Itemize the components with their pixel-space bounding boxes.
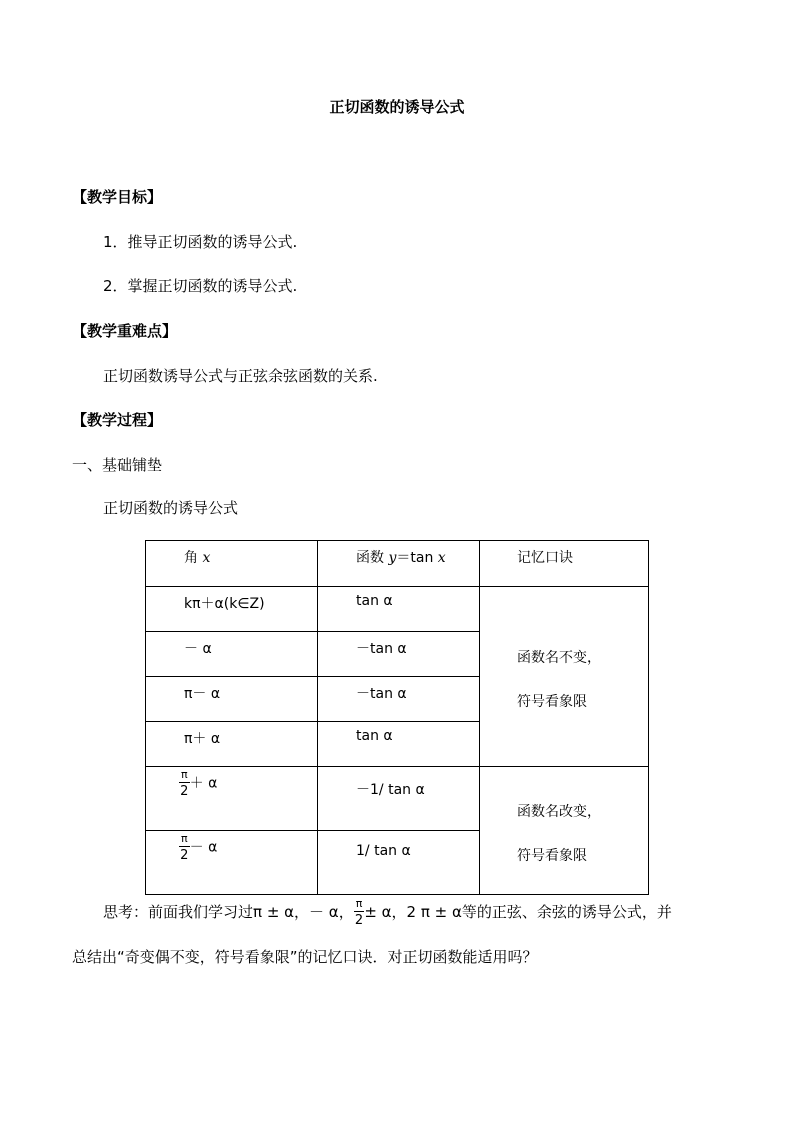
function-cell: tan α xyxy=(318,722,480,767)
think-question-line2: 总结出“奇变偶不变，符号看象限”的记忆口诀．对正切函数能适用吗？ xyxy=(72,948,538,966)
think-question-line1: 思考：前面我们学习过π ± α，－ α， $\frac{\pi}{2}$ ± α，2 π ± α等的正弦、余弦的诱导公式，并 xyxy=(103,897,672,928)
function-cell: －tan α xyxy=(318,677,480,722)
function-cell: 1/ tan α xyxy=(318,831,480,895)
fraction: $\frac{\pi}{2}$ xyxy=(180,832,189,863)
formula-table xyxy=(145,540,649,895)
angle-cell: π＋ α xyxy=(146,722,318,767)
function-cell: tan α xyxy=(318,587,480,632)
function-cell: －1/ tan α xyxy=(318,767,480,831)
table-caption: 正切函数的诱导公式 xyxy=(103,499,239,517)
goal-item-1: 1．推导正切函数的诱导公式. xyxy=(103,233,298,251)
angle-cell: $\frac{\pi}{2}$ － α xyxy=(146,831,318,895)
table-row xyxy=(146,587,649,632)
header-angle: 角 x xyxy=(146,541,318,587)
document-title: 正切函数的诱导公式 xyxy=(329,98,465,116)
mnemonic-cell-unchanged: 函数名不变， 符号看象限 xyxy=(480,587,649,767)
function-cell: －tan α xyxy=(318,632,480,677)
process-heading: 【教学过程】 xyxy=(72,411,163,429)
table-row xyxy=(146,767,649,831)
goal-item-2: 2．掌握正切函数的诱导公式. xyxy=(103,277,298,295)
header-function: 函数 y＝tan x xyxy=(318,541,480,587)
mnemonic-cell-changed: 函数名改变， 符号看象限 xyxy=(480,767,649,895)
header-mnemonic: 记忆口诀 xyxy=(480,541,649,587)
table-header-row xyxy=(146,541,649,587)
angle-cell: kπ＋α(k∈Z) xyxy=(146,587,318,632)
angle-cell: － α xyxy=(146,632,318,677)
fraction: $\frac{\pi}{2}$ xyxy=(354,897,364,928)
process-subheading: 一、基础铺垫 xyxy=(72,456,163,474)
angle-cell: $\frac{\pi}{2}$ ＋ α xyxy=(146,767,318,831)
goals-heading: 【教学目标】 xyxy=(72,188,163,206)
key-points-heading: 【教学重难点】 xyxy=(72,322,178,340)
key-points-text: 正切函数诱导公式与正弦余弦函数的关系. xyxy=(103,367,378,385)
angle-cell: π－ α xyxy=(146,677,318,722)
fraction: $\frac{\pi}{2}$ xyxy=(180,768,189,799)
